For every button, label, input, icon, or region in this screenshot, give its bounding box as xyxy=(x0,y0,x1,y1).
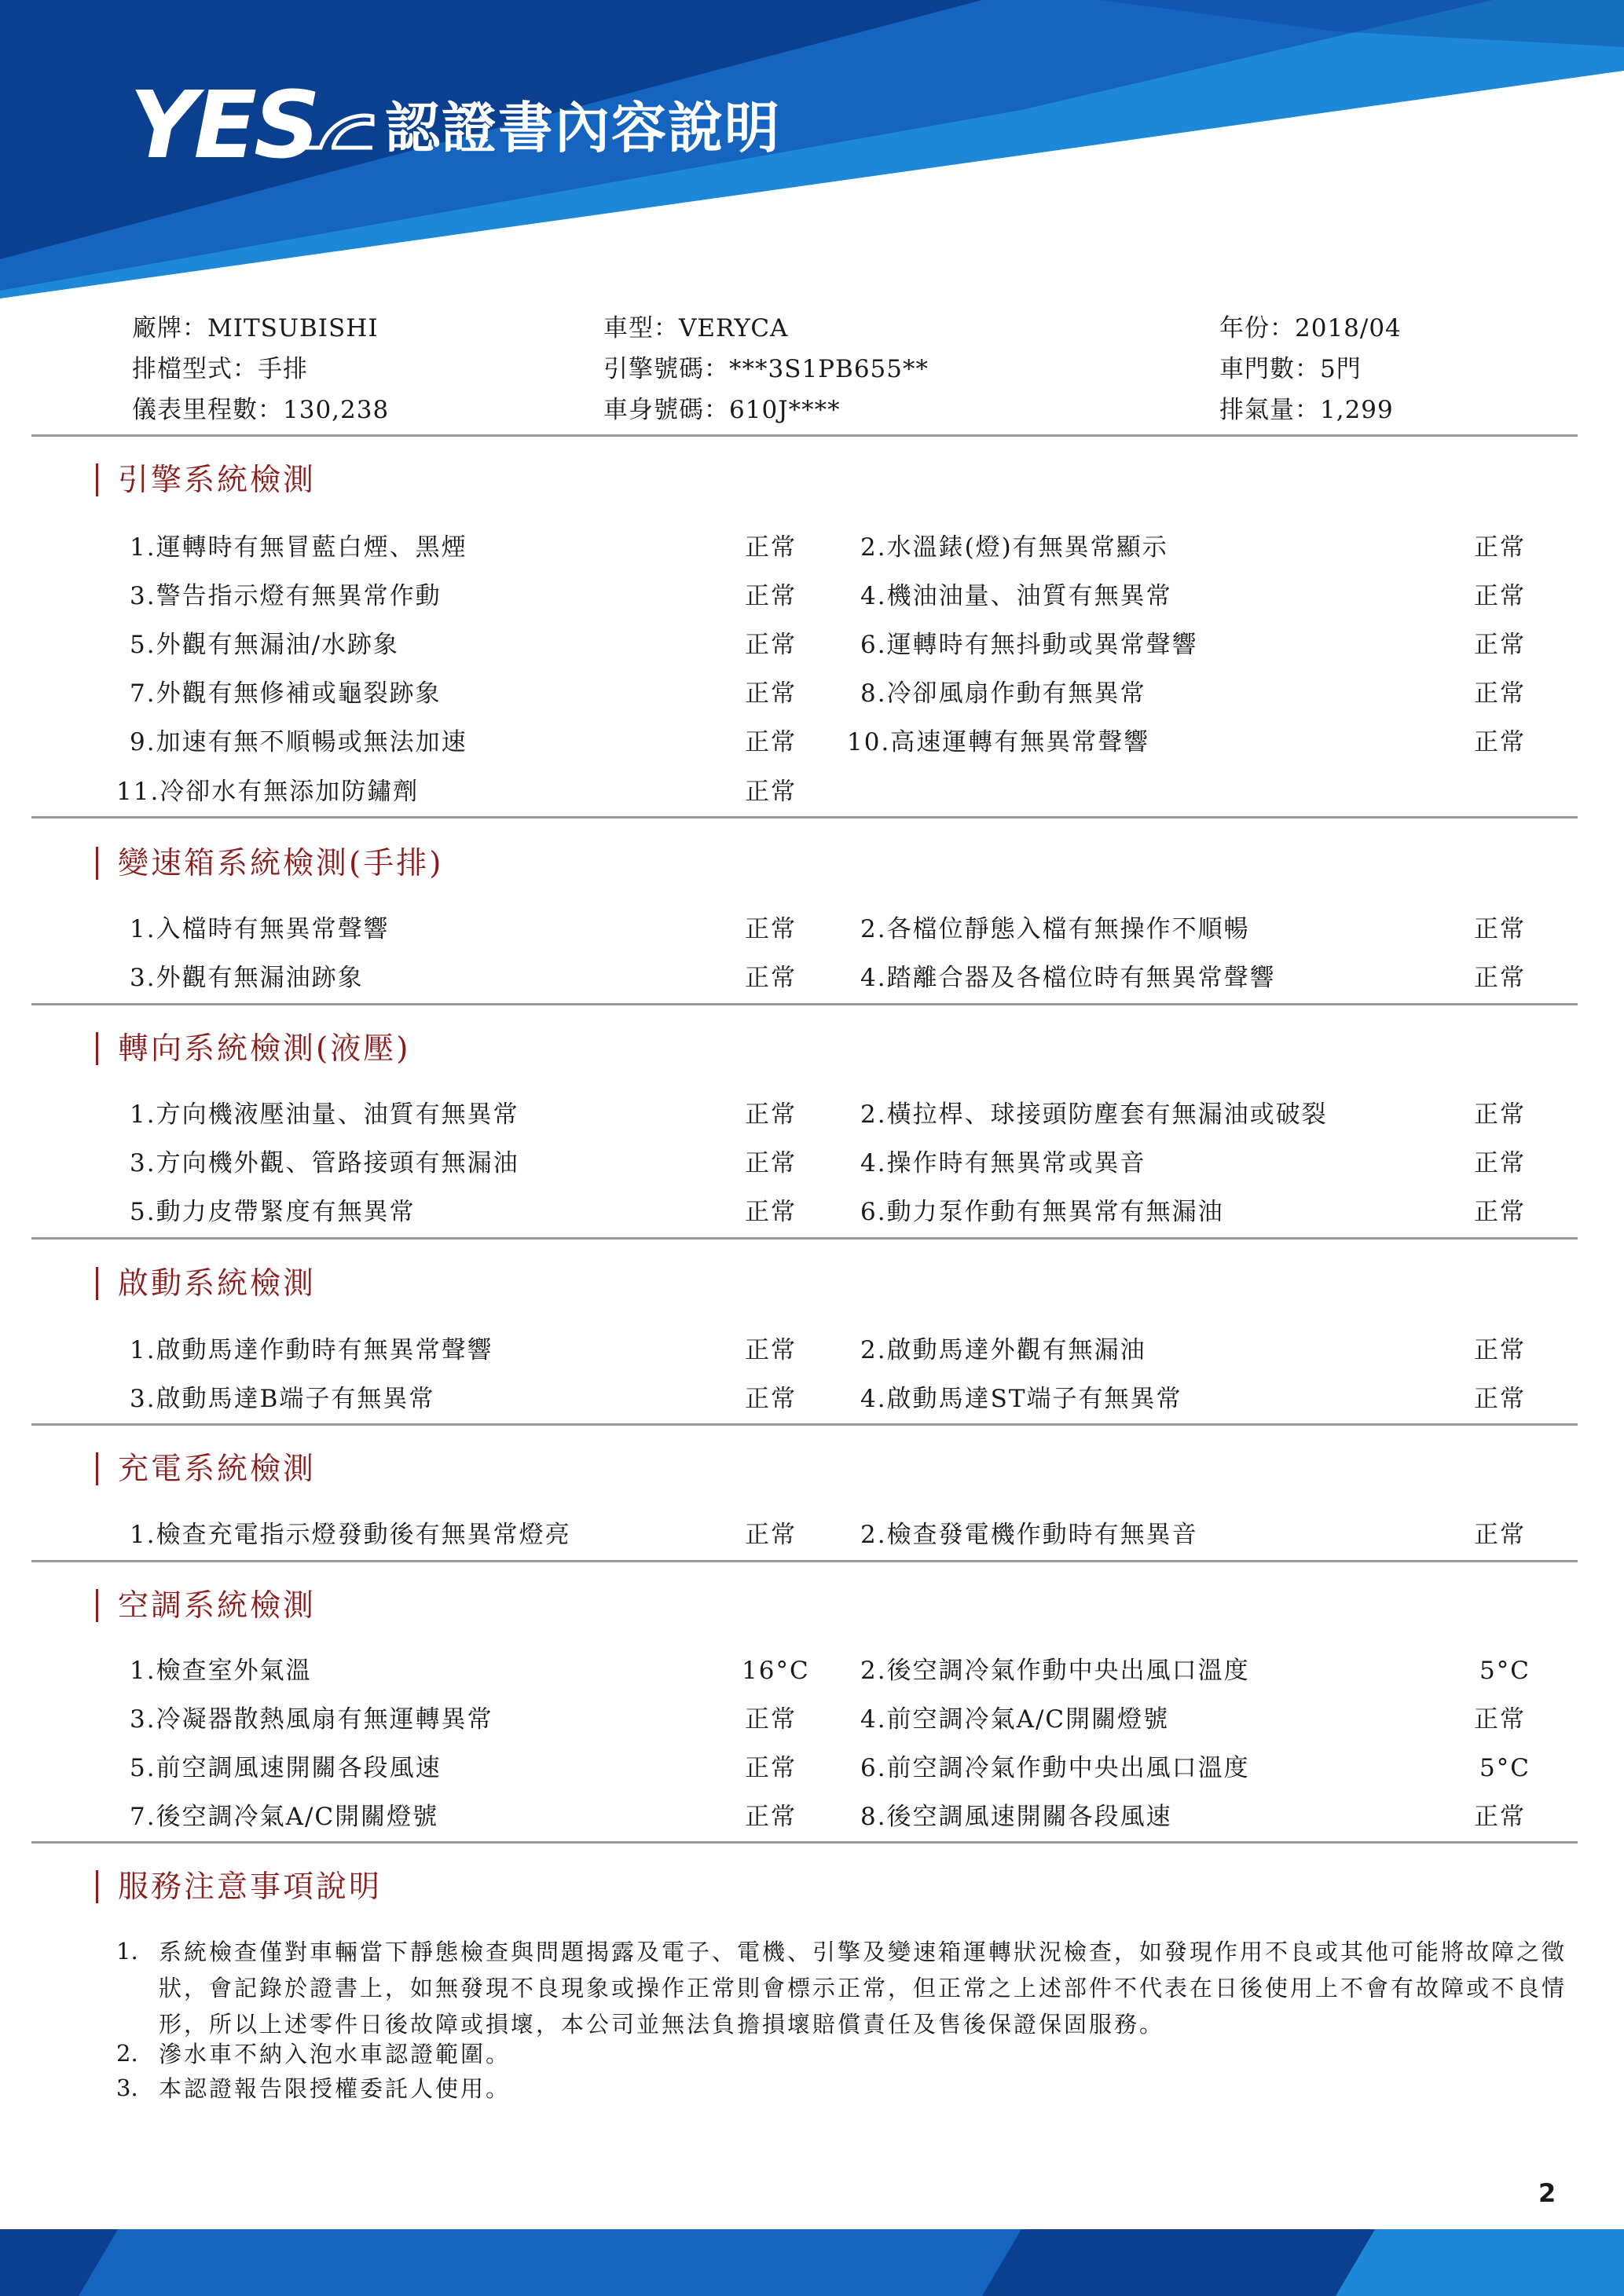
check-item: 1.入檔時有無異常聲響 xyxy=(130,915,390,943)
check-result: 正常 xyxy=(745,728,797,756)
check-item: 5.動力皮帶緊度有無異常 xyxy=(130,1198,416,1226)
check-item: 8.後空調風速開關各段風速 xyxy=(860,1803,1172,1831)
check-result: 正常 xyxy=(745,964,797,992)
check-result: 正常 xyxy=(745,1754,797,1782)
check-result: 正常 xyxy=(1474,631,1526,659)
info-doors: 車門數：5門 xyxy=(1219,355,1362,383)
note-number: 1. xyxy=(116,1938,138,1965)
check-result: 正常 xyxy=(1474,915,1526,943)
page-number: 2 xyxy=(1538,2178,1556,2208)
check-result: 正常 xyxy=(1474,1100,1526,1129)
note-text: 滲水車不納入泡水車認證範圍。 xyxy=(159,2041,511,2067)
section-marker xyxy=(96,1452,98,1485)
check-item: 1.檢查室外氣溫 xyxy=(130,1657,312,1685)
yes-logo: YES xyxy=(130,71,318,179)
divider xyxy=(31,434,1578,437)
check-result: 5°C xyxy=(1479,1754,1531,1782)
check-item: 1.方向機液壓油量、油質有無異常 xyxy=(130,1100,519,1129)
info-displacement: 排氣量：1,299 xyxy=(1219,396,1394,424)
divider xyxy=(31,1423,1578,1426)
divider xyxy=(31,1841,1578,1844)
check-result: 正常 xyxy=(1474,728,1526,756)
section-title-engine: 引擎系統檢測 xyxy=(118,463,317,498)
note-number: 2. xyxy=(116,2040,138,2067)
divider xyxy=(31,1560,1578,1562)
check-result: 正常 xyxy=(1474,1521,1526,1549)
car-outline-icon xyxy=(297,93,376,156)
check-result: 正常 xyxy=(745,1521,797,1549)
section-title-transmission: 變速箱系統檢測(手排) xyxy=(118,846,444,881)
check-result: 正常 xyxy=(1474,582,1526,610)
check-result: 正常 xyxy=(745,1385,797,1413)
footer-banner xyxy=(0,2229,1624,2296)
check-result: 正常 xyxy=(745,533,797,562)
check-item: 3.啟動馬達B端子有無異常 xyxy=(130,1385,435,1413)
check-item: 3.冷凝器散熱風扇有無運轉異常 xyxy=(130,1705,493,1734)
check-result: 5°C xyxy=(1479,1657,1531,1685)
info-year: 年份：2018/04 xyxy=(1219,314,1402,342)
check-item: 11.冷卻水有無添加防鏽劑 xyxy=(116,778,420,806)
check-result: 正常 xyxy=(745,1149,797,1177)
section-title-steering: 轉向系統檢測(液壓) xyxy=(118,1031,411,1067)
check-item: 2.橫拉桿、球接頭防塵套有無漏油或破裂 xyxy=(860,1100,1328,1129)
check-result: 正常 xyxy=(745,1705,797,1734)
check-item: 2.水溫錶(燈)有無異常顯示 xyxy=(860,533,1168,562)
notes-title: 服務注意事項說明 xyxy=(118,1869,383,1905)
check-result: 正常 xyxy=(1474,533,1526,562)
check-item: 6.運轉時有無抖動或異常聲響 xyxy=(860,631,1198,659)
check-result: 正常 xyxy=(1474,1803,1526,1831)
check-result: 正常 xyxy=(745,582,797,610)
check-item: 4.操作時有無異常或異音 xyxy=(860,1149,1146,1177)
check-result: 正常 xyxy=(1474,1198,1526,1226)
check-item: 1.運轉時有無冒藍白煙、黑煙 xyxy=(130,533,467,562)
check-item: 10.高速運轉有無異常聲響 xyxy=(847,728,1150,756)
check-result: 16°C xyxy=(742,1657,810,1685)
check-result: 正常 xyxy=(1474,1149,1526,1177)
section-marker xyxy=(96,1032,98,1065)
section-title-starter: 啟動系統檢測 xyxy=(118,1266,317,1302)
check-item: 9.加速有無不順暢或無法加速 xyxy=(130,728,467,756)
note-text: 系統檢查僅對車輛當下靜態檢查與問題揭露及電子、電機、引擎及變速箱運轉狀況檢查，如發現作用不良或其他可能將故障之徵狀，會記錄於證書上，如無發現不良現象或操作正常則會標示正常，但正常之上述部件不代表在日後使用上不會有故障或不良情形，所以上述零件日後故障或損壞，本公司並無法負擔損壞賠償責任及售後保證保固服務。 xyxy=(159,1939,1567,2038)
check-item: 3.警告指示燈有無異常作動 xyxy=(130,582,442,610)
check-result: 正常 xyxy=(1474,1705,1526,1734)
section-marker xyxy=(96,1870,98,1903)
check-item: 3.外觀有無漏油跡象 xyxy=(130,964,364,992)
check-result: 正常 xyxy=(745,631,797,659)
section-title-charging: 充電系統檢測 xyxy=(118,1452,317,1487)
check-result: 正常 xyxy=(1474,964,1526,992)
section-marker xyxy=(96,1267,98,1300)
section-marker xyxy=(96,463,98,496)
check-result: 正常 xyxy=(1474,1336,1526,1364)
divider xyxy=(31,816,1578,818)
check-item: 7.後空調冷氣A/C開關燈號 xyxy=(130,1803,439,1831)
info-transmission: 排檔型式：手排 xyxy=(132,355,308,383)
info-body-number: 車身號碼：610J**** xyxy=(603,396,841,424)
check-item: 1.檢查充電指示燈發動後有無異常燈亮 xyxy=(130,1521,571,1549)
divider xyxy=(31,1003,1578,1005)
section-marker xyxy=(96,847,98,880)
check-item: 4.啟動馬達ST端子有無異常 xyxy=(860,1385,1182,1413)
check-result: 正常 xyxy=(1474,1385,1526,1413)
info-mileage: 儀表里程數：130,238 xyxy=(132,396,390,424)
check-result: 正常 xyxy=(745,1336,797,1364)
check-result: 正常 xyxy=(745,1100,797,1129)
check-item: 5.外觀有無漏油/水跡象 xyxy=(130,631,400,659)
check-item: 2.各檔位靜態入檔有無操作不順暢 xyxy=(860,915,1250,943)
check-result: 正常 xyxy=(745,1198,797,1226)
check-item: 1.啟動馬達作動時有無異常聲響 xyxy=(130,1336,493,1364)
page-title: 認證書內容說明 xyxy=(385,96,781,160)
check-item: 4.踏離合器及各檔位時有無異常聲響 xyxy=(860,964,1276,992)
check-item: 8.冷卻風扇作動有無異常 xyxy=(860,679,1146,708)
check-item: 2.啟動馬達外觀有無漏油 xyxy=(860,1336,1146,1364)
check-item: 4.前空調冷氣A/C開關燈號 xyxy=(860,1705,1170,1734)
section-title-air-conditioning: 空調系統檢測 xyxy=(118,1588,317,1624)
check-result: 正常 xyxy=(745,679,797,708)
check-result: 正常 xyxy=(745,778,797,806)
check-item: 5.前空調風速開關各段風速 xyxy=(130,1754,442,1782)
section-marker xyxy=(96,1589,98,1622)
check-result: 正常 xyxy=(745,1803,797,1831)
check-item: 6.前空調冷氣作動中央出風口溫度 xyxy=(860,1754,1250,1782)
check-item: 7.外觀有無修補或龜裂跡象 xyxy=(130,679,442,708)
check-item: 3.方向機外觀、管路接頭有無漏油 xyxy=(130,1149,519,1177)
note-text: 本認證報告限授權委託人使用。 xyxy=(159,2075,511,2102)
note-number: 3. xyxy=(116,2074,138,2101)
check-result: 正常 xyxy=(1474,679,1526,708)
info-model: 車型：VERYCA xyxy=(603,314,789,342)
check-item: 6.動力泵作動有無異常有無漏油 xyxy=(860,1198,1224,1226)
info-engine-number: 引擎號碼：***3S1PB655** xyxy=(603,355,929,383)
divider xyxy=(31,1237,1578,1240)
check-item: 2.後空調冷氣作動中央出風口溫度 xyxy=(860,1657,1250,1685)
check-item: 2.檢查發電機作動時有無異音 xyxy=(860,1521,1198,1549)
info-brand: 廠牌：MITSUBISHI xyxy=(132,314,379,342)
check-result: 正常 xyxy=(745,915,797,943)
check-item: 4.機油油量、油質有無異常 xyxy=(860,582,1172,610)
